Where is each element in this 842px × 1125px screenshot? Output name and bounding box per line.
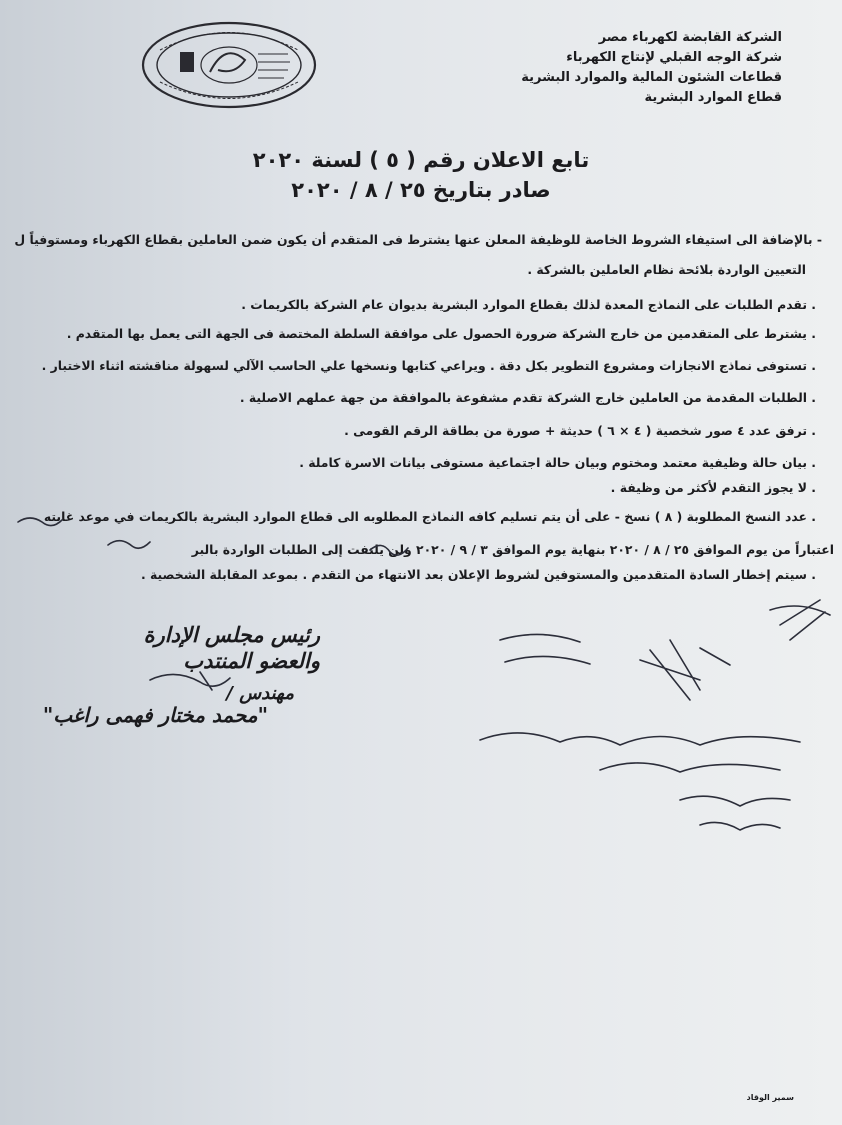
list-item: . تستوفى نماذج الانجازات ومشروع التطوير بكل دقة . ويراعي كتابها ونسخها علي الحاسب الآلي لسهولة مناقشته اثناء الاختبار .	[41, 358, 816, 373]
list-item: . الطلبات المقدمة من العاملين خارج الشركة تقدم مشفوعة بالموافقة من جهة عملهم الاصلية .	[239, 390, 816, 405]
title-line: تابع الاعلان رقم ( ٥ ) لسنة ٢٠٢٠	[252, 148, 590, 172]
list-item: . يشترط على المتقدمين من خارج الشركة ضرورة الحصول على موافقة السلطة المختصة فى الجهة التى يعمل بها المتقدم .	[66, 326, 816, 341]
list-item: . عدد النسخ المطلوبة ( ٨ ) نسخ - على أن يتم تسليم كافه النماذج المطلوبه الى قطاع الموارد البشرية بالكريمات في موعد غايته	[43, 509, 816, 524]
letterhead-line: الشركة القابضة لكهرباء مصر	[598, 30, 782, 45]
list-item: التعيين الواردة بلائحة نظام العاملين بالشركة .	[527, 262, 806, 277]
list-item: . ترفق عدد ٤ صور شخصية ( ٤ × ٦ ) حديثة + صورة من بطاقة الرقم القومى .	[344, 423, 816, 438]
engineer-label: مهندس /	[226, 683, 294, 704]
signatory-name: "محمد مختار فهمى راغب"	[42, 703, 268, 727]
company-seal	[140, 20, 318, 110]
letterhead	[462, 28, 782, 108]
list-item: . لا يجوز التقدم لأكثر من وظيفة .	[610, 480, 816, 495]
letterhead-line: قطاعات الشئون المالية والموارد البشرية	[521, 70, 782, 85]
signatory-title	[50, 622, 320, 674]
list-item: . بيان حالة وظيفية معتمد ومختوم وبيان حالة اجتماعية مستوفى بيانات الاسرة كاملة .	[299, 455, 816, 470]
footer-note: سمير الوقاد	[746, 1093, 794, 1102]
announcement-title	[0, 145, 842, 205]
letterhead-line: شركة الوجه القبلي لإنتاج الكهرباء	[566, 50, 782, 65]
list-item: . سيتم إخطار السادة المتقدمين والمستوفين لشروط الإعلان بعد الانتهاء من التقدم . بموعد المقابلة الشخصية .	[140, 567, 816, 582]
title-date: صادر بتاريخ ٢٥ / ٨ / ٢٠٢٠	[291, 178, 551, 202]
signatory-line: والعضو المنتدب	[183, 649, 320, 673]
letterhead-line: قطاع الموارد البشرية	[644, 90, 782, 105]
signatory-line: رئيس مجلس الإدارة	[143, 623, 320, 647]
list-item: - بالإضافة الى استيفاء الشروط الخاصة للوظيفة المعلن عنها يشترط فى المتقدم أن يكون ضمن العاملين بقطاع الكهرباء ومستوفياً ل	[14, 232, 822, 247]
list-item: اعتباراً من يوم الموافق ٢٥ / ٨ / ٢٠٢٠ بنهاية يوم الموافق ٣ / ٩ / ٢٠٢٠ ولن يلتفت إلى الطلبات الواردة بالبر	[191, 542, 834, 557]
list-item: . تقدم الطلبات على النماذج المعدة لذلك بقطاع الموارد البشرية بديوان عام الشركة بالكريمات .	[241, 297, 816, 312]
